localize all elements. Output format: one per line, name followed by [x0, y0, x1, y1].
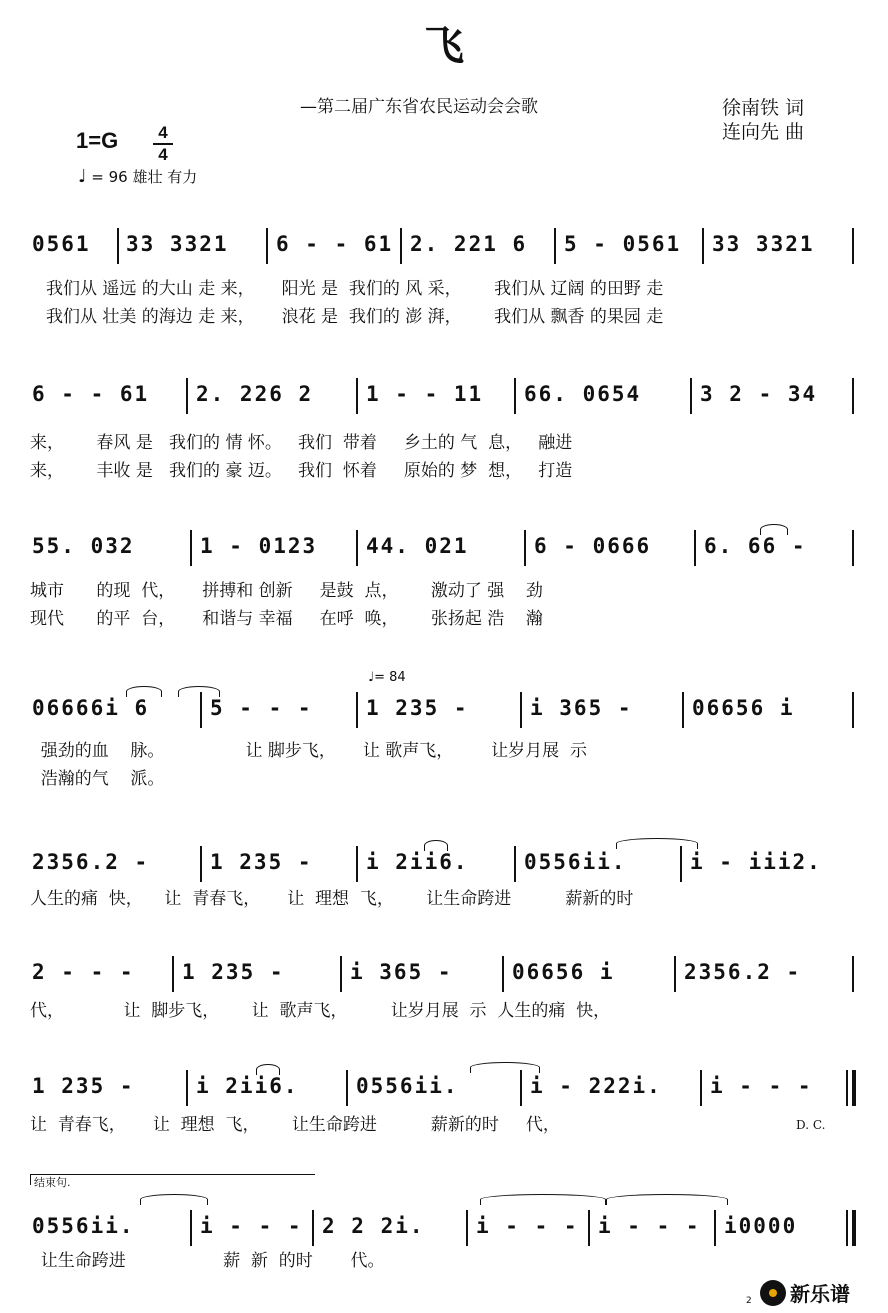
measure: 1 235 - [366, 696, 469, 720]
lyric-line-1: 让 青春飞， 让 理想 飞， 让生命跨进 薪新的时 代， [30, 1115, 560, 1135]
measure: 1 235 - [210, 850, 313, 874]
da-capo-mark: D. C. [796, 1118, 826, 1132]
measure: 2356.2 - [684, 960, 802, 984]
measure: 6. 66 - [704, 534, 807, 558]
measure: 06656 i [692, 696, 795, 720]
lyric-line-1: 代， 让 脚步飞， 让 歌声飞， 让岁月展 示 人生的痛 快， [30, 1001, 611, 1021]
measure: 44. 021 [366, 534, 469, 558]
page-number: 2 [746, 1296, 752, 1306]
measure: 0556ii. [356, 1074, 459, 1098]
song-title: 飞 [424, 22, 464, 69]
measure: i 365 - [350, 960, 453, 984]
measure: 06666i 6 [32, 696, 150, 720]
measure: 0556ii. [524, 850, 627, 874]
measure: i0000 [724, 1214, 798, 1238]
measure: 1 235 - [32, 1074, 135, 1098]
measure: 0561 [32, 232, 91, 256]
measure: 2 - - - [32, 960, 135, 984]
measure: 6 - - 61 [276, 232, 394, 256]
measure: 55. 032 [32, 534, 135, 558]
lyric-line-2: 浩瀚的气 派。 [30, 769, 165, 789]
tempo-text: = 96 雄壮 有力 [91, 168, 198, 186]
time-signature [153, 124, 173, 164]
credits [722, 96, 804, 144]
composer-credit: 连向先 曲 [722, 121, 805, 143]
measure: i - - - [476, 1214, 579, 1238]
key-signature: 1=G [76, 128, 119, 153]
meter-bottom: 4 [158, 145, 168, 164]
lyric-line-1: 让生命跨进 薪 新 的时 代。 [30, 1251, 385, 1271]
tempo-marking [78, 166, 197, 187]
lyric-line-1: 城市 的现 代， 拼搏和 创新 是鼓 点， 激动了 强 劲 [30, 581, 543, 601]
lyricist-credit: 徐南铁 词 [722, 97, 805, 119]
measure: 2 2 2i. [322, 1214, 425, 1238]
lyric-line-2: 我们从 壮美 的海边 走 来， 浪花 是 我们的 澎 湃， 我们从 飘香 的果园 走 [46, 307, 664, 327]
measure: 33 3321 [712, 232, 815, 256]
measure: i 2ii6. [366, 850, 469, 874]
measure: 33 3321 [126, 232, 229, 256]
measure: 1 235 - [182, 960, 285, 984]
song-subtitle: —第二届广东省农民运动会会歌 [300, 97, 538, 117]
lyric-line-1: 人生的痛 快， 让 青春飞， 让 理想 飞， 让生命跨进 薪新的时 [30, 889, 634, 909]
measure: i - 222i. [530, 1074, 662, 1098]
measure: i - - - [598, 1214, 701, 1238]
meter-top: 4 [158, 123, 168, 142]
tempo-change: ♩= 84 [368, 670, 406, 685]
measure: 3 2 - 34 [700, 382, 818, 406]
quarter-note-icon: ♩ [78, 166, 87, 187]
measure: i - iii2. [690, 850, 822, 874]
measure: 5 - - - [210, 696, 313, 720]
lyric-line-1: 我们从 遥远 的大山 走 来， 阳光 是 我们的 风 采， 我们从 辽阔 的田野 走 [46, 279, 664, 299]
measure: 0556ii. [32, 1214, 135, 1238]
measure: i 2ii6. [196, 1074, 299, 1098]
measure: 66. 0654 [524, 382, 642, 406]
lyric-line-2: 来， 丰收 是 我们的 豪 迈。 我们 怀着 原始的 梦 想， 打造 [30, 461, 573, 481]
measure: 6 - 0666 [534, 534, 652, 558]
measure: 5 - 0561 [564, 232, 682, 256]
measure: i 365 - [530, 696, 633, 720]
measure: 6 - - 61 [32, 382, 150, 406]
measure: 2. 226 2 [196, 382, 314, 406]
measure: 1 - - 11 [366, 382, 484, 406]
lyric-line-1: 来， 春风 是 我们的 情 怀。 我们 带着 乡土的 气 息， 融进 [30, 433, 573, 453]
music-disc-icon [760, 1280, 786, 1306]
ending-label: 结束句. [34, 1176, 71, 1189]
site-logo [760, 1278, 850, 1307]
measure: i - - - [200, 1214, 303, 1238]
measure: 2356.2 - [32, 850, 150, 874]
measure: 06656 i [512, 960, 615, 984]
measure: 2. 221 6 [410, 232, 528, 256]
logo-text: 新乐谱 [790, 1282, 850, 1306]
measure: i - - - [710, 1074, 813, 1098]
lyric-line-2: 现代 的平 台， 和谐与 幸福 在呼 唤， 张扬起 浩 瀚 [30, 609, 543, 629]
measure: 1 - 0123 [200, 534, 318, 558]
lyric-line-1: 强劲的血 脉。 让 脚步飞， 让 歌声飞， 让岁月展 示 [30, 741, 587, 761]
